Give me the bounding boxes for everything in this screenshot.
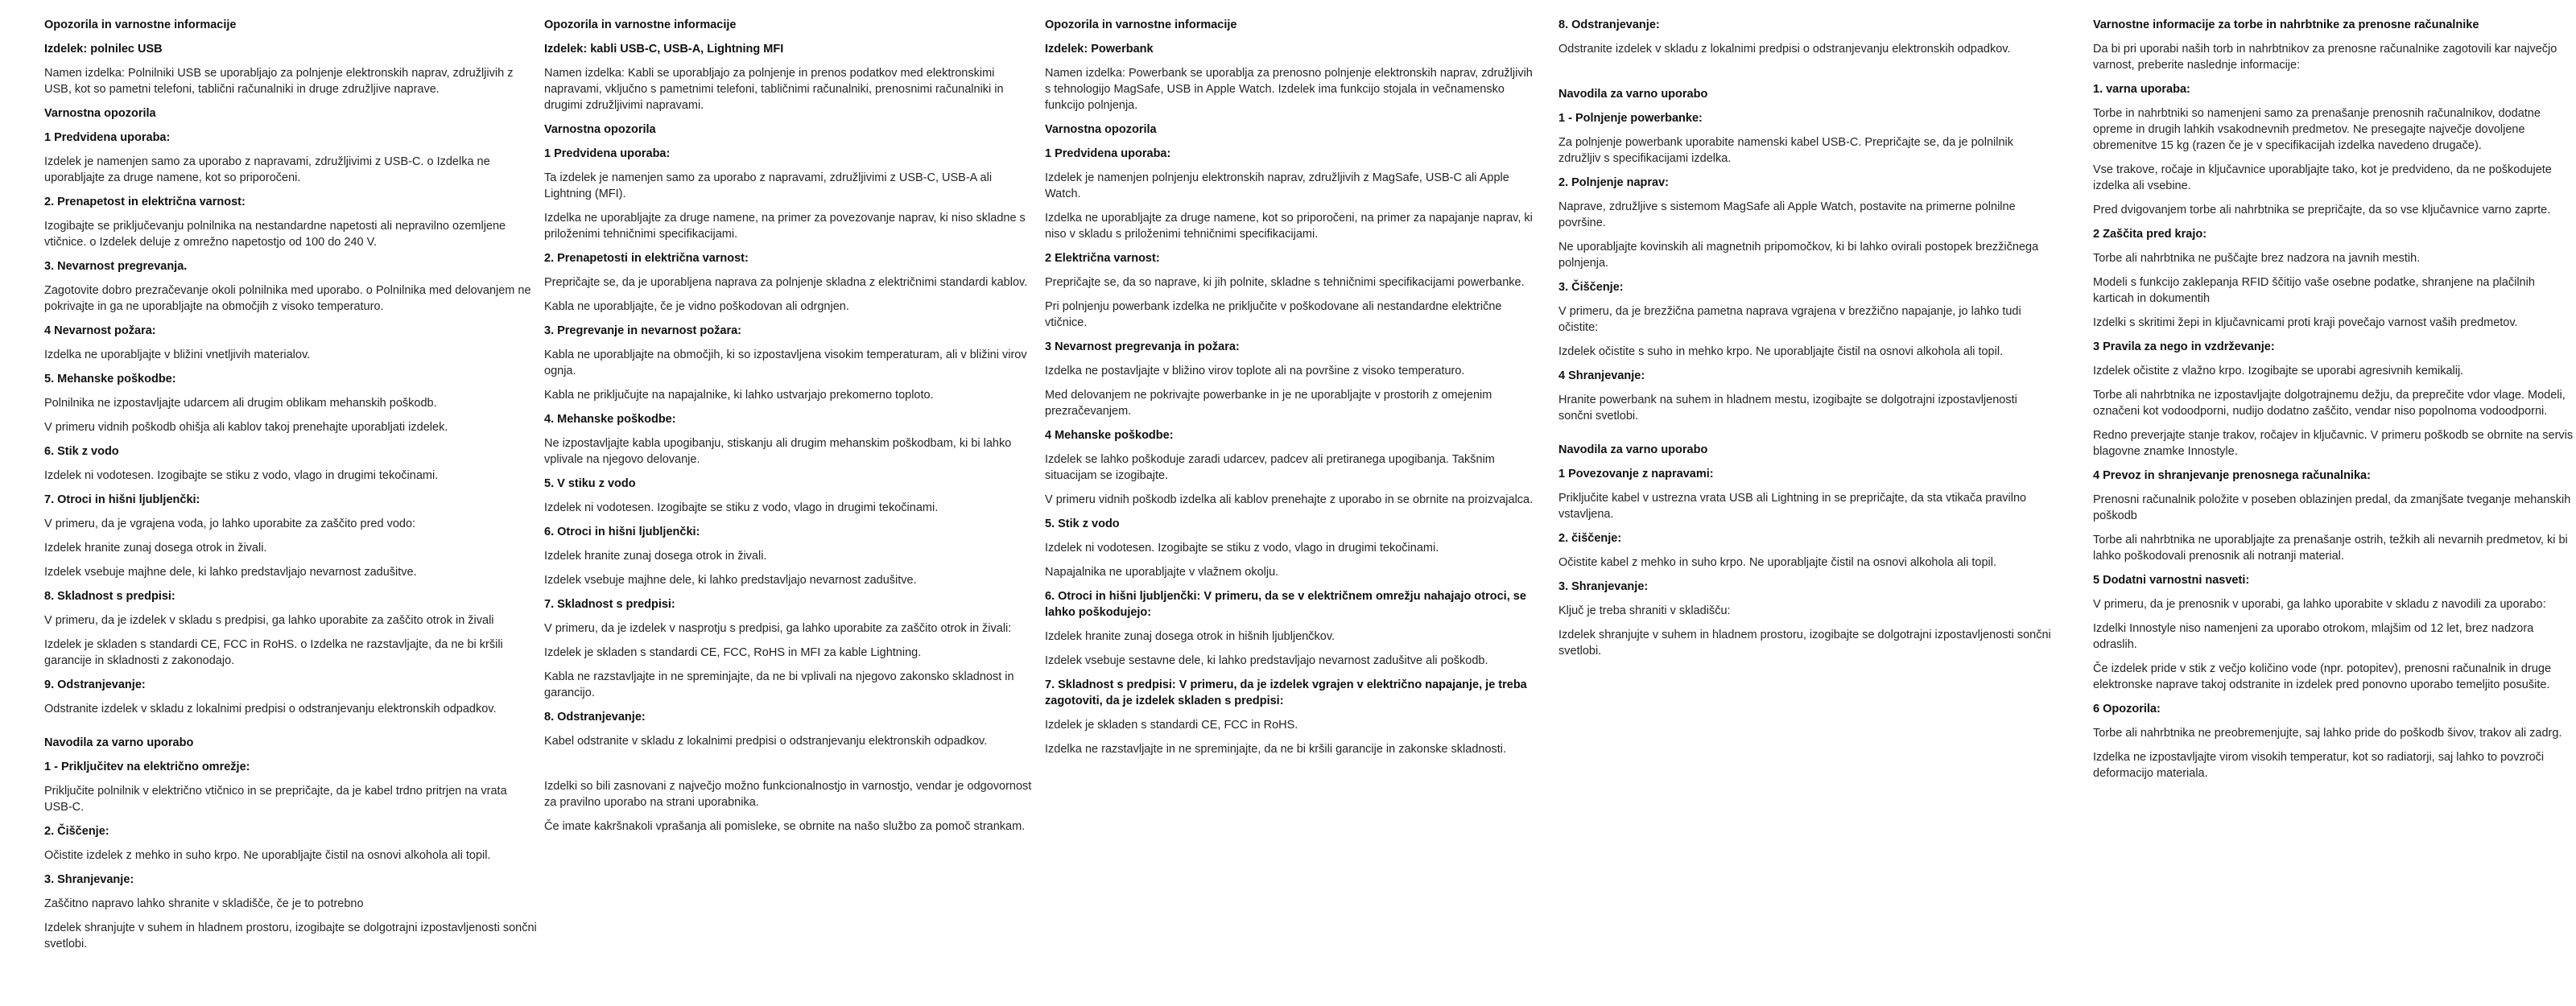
paragraph: Izdelka ne uporabljajte za druge namene, na primer za povezovanje naprav, ki niso skladne s priloženimi tehničnimi specifikacijami. [544, 212, 1026, 241]
section-heading: Opozorila in varnostne informacije [1045, 19, 1237, 31]
paragraph: Izdelek vsebuje sestavne dele, ki lahko predstavljajo nevarnost zadušitve ali poškodb. [1045, 654, 1488, 667]
paragraph: Izdelek je namenjen samo za uporabo z napravami, združljivimi z USB-C. o Izdelka ne uporabljajte za druge namene, kot so priporočeni. [44, 155, 490, 184]
paragraph: Izdelek očistite s suho in mehko krpo. Ne uporabljajte čistil na osnovi alkohola ali topil. [1558, 345, 2004, 358]
section-heading: 2 Zaščita pred krajo: [2093, 228, 2207, 241]
paragraph: Polnilnika ne izpostavljajte udarcem ali drugim oblikam mehanskih poškodb. [44, 397, 437, 410]
paragraph: Odstranite izdelek v skladu z lokalnimi predpisi o odstranjevanju elektronskih odpadkov. [1558, 43, 2011, 56]
section-heading: 8. Skladnost s predpisi: [44, 590, 175, 603]
paragraph: Kabla ne razstavljajte in ne spreminjajte, da ne bi vplivali na njegovo zakonsko skladnost in garancijo. [544, 670, 1014, 699]
paragraph: Redno preverjajte stanje trakov, ročajev in ključavnic. V primeru poškodb se obrnite na servis blagovne znamke Innostyle. [2093, 429, 2574, 458]
paragraph: Izdelek vsebuje majhne dele, ki lahko predstavljajo nevarnost zadušitve. [44, 566, 417, 579]
paragraph: Ne izpostavljajte kabla upogibanju, stiskanju ali drugim mehanskim poškodbam, ki bi lahko vplivale na njegovo delovanje. [544, 437, 1012, 466]
paragraph: V primeru, da je izdelek v nasprotju s predpisi, ga lahko uporabite za zaščito otrok in živali: [544, 622, 1012, 635]
paragraph: Med delovanjem ne pokrivajte powerbanke in je ne uporabljajte v prostorih z omejenim prezračevanjem. [1045, 389, 1492, 418]
paragraph: Zaščitno napravo lahko shranite v skladišče, če je to potrebno [44, 897, 364, 910]
section-heading: Navodila za varno uporabo [44, 736, 194, 749]
paragraph: Torbe ali nahrbtnika ne puščajte brez nadzora na javnih mestih. [2093, 252, 2421, 265]
section-heading: Izdelek: kabli USB-C, USB-A, Lightning MFI [544, 43, 784, 56]
paragraph: Modeli s funkcijo zaklepanja RFID ščitijo vaše osebne podatke, shranjene na plačilnih karticah in dokumentih [2093, 276, 2535, 305]
section-heading: 4 Nevarnost požara: [44, 324, 156, 337]
section-heading: 4 Prevoz in shranjevanje prenosnega računalnika: [2093, 469, 2371, 482]
text-column-5 [2093, 17, 2574, 790]
paragraph: V primeru, da je izdelek v skladu s predpisi, ga lahko uporabite za zaščito otrok in živali [44, 614, 494, 627]
text-column-4 [1558, 17, 2051, 667]
section-heading: 7. Skladnost s predpisi: V primeru, da je izdelek vgrajen v električno napajanje, je treba zagotoviti, da je izdelek skladen s predpisi: [1045, 678, 1527, 707]
text-column-1 [44, 17, 537, 960]
paragraph: Prenosni računalnik položite v poseben oblazinjen predal, da zmanjšate tveganje mehanskih poškodb [2093, 493, 2571, 522]
section-heading: 2. Čiščenje: [44, 825, 109, 838]
section-heading: 1. varna uporaba: [2093, 83, 2190, 96]
paragraph: Izdelki so bili zasnovani z največjo možno funkcionalnostjo in varnostjo, vendar je odgovornost za pravilno uporabo na strani uporabnika. [544, 780, 1032, 809]
spacer [44, 725, 537, 735]
paragraph: Hranite powerbank na suhem in hladnem mestu, izogibajte se dolgotrajni izpostavljenosti sončni svetlobi. [1558, 394, 2017, 423]
paragraph: Izdelek je namenjen polnjenju elektronskih naprav, združljivih z MagSafe, USB-C ali Apple Watch. [1045, 171, 1509, 200]
paragraph: Izdelek je skladen s standardi CE, FCC in RoHS. [1045, 719, 1298, 732]
section-heading: 3. Čiščenje: [1558, 281, 1624, 294]
paragraph: Izdelek je skladen s standardi CE, FCC, RoHS in MFI za kable Lightning. [544, 646, 922, 659]
section-heading: Varnostna opozorila [544, 123, 656, 136]
paragraph: Izdelek shranjujte v suhem in hladnem prostoru, izogibajte se dolgotrajni izpostavljenosti sončni svetlobi. [44, 921, 537, 950]
paragraph: Torbe ali nahrbtnika ne izpostavljajte dolgotrajnemu dežju, da preprečite vdor vlage. Modeli, označeni kot vodoodporni, nudijo dodatno zaščito, vendar niso popolnoma vodoodporni. [2093, 389, 2566, 418]
paragraph: Izdelek je skladen s standardi CE, FCC in RoHS. o Izdelka ne razstavljajte, da ne bi kršili garancije in skladnosti z zakonodajo. [44, 638, 503, 667]
paragraph: V primeru vidnih poškodb izdelka ali kablov prenehajte z uporabo in se obrnite na proizvajalca. [1045, 493, 1534, 506]
section-heading: 1 Predvidena uporaba: [44, 131, 171, 144]
paragraph: Izdelka ne uporabljajte za druge namene, kot so priporočeni, na primer za napajanje naprav, ki niso v skladu s priloženimi tehničnimi specifikacijami. [1045, 212, 1533, 241]
spacer [544, 757, 1040, 778]
section-heading: 3 Nevarnost pregrevanja in požara: [1045, 340, 1240, 353]
section-heading: 1 Povezovanje z napravami: [1558, 468, 1714, 480]
section-heading: 2. čiščenje: [1558, 532, 1622, 545]
paragraph: Izdelek hranite zunaj dosega otrok in živali. [544, 550, 767, 563]
section-heading: Opozorila in varnostne informacije [544, 19, 737, 31]
section-heading: 3. Shranjevanje: [44, 873, 134, 886]
section-heading: Navodila za varno uporabo [1558, 88, 1708, 101]
paragraph: Ne uporabljajte kovinskih ali magnetnih pripomočkov, ki bi lahko ovirali postopek brezžičnega polnjenja. [1558, 241, 2039, 270]
section-heading: Varnostne informacije za torbe in nahrbtnike za prenosne računalnike [2093, 19, 2479, 31]
spacer [1558, 432, 2051, 442]
paragraph: V primeru, da je brezžična pametna naprava vgrajena v brezžično napajanje, jo lahko tudi očistite: [1558, 305, 2021, 334]
spacer [1558, 65, 2051, 86]
section-heading: 3 Pravila za nego in vzdrževanje: [2093, 340, 2275, 353]
section-heading: 6. Otroci in hišni ljubljenčki: V primeru, da se v električnem omrežju nahajajo otroci, se lahko poškodujejo: [1045, 590, 1526, 619]
paragraph: Namen izdelka: Polnilniki USB se uporabljajo za polnjenje elektronskih naprav, združljivih z USB, kot so pametni telefoni, tablični računalniki in druge združljive naprave. [44, 67, 514, 96]
paragraph: Izdelek ni vodotesen. Izogibajte se stiku z vodo, vlago in drugimi tekočinami. [44, 469, 439, 482]
section-heading: 6. Stik z vodo [44, 445, 119, 458]
paragraph: Očistite kabel z mehko in suho krpo. Ne uporabljajte čistil na osnovi alkohola ali topil. [1558, 556, 1997, 569]
section-heading: 2. Prenapetost in električna varnost: [44, 196, 246, 208]
section-heading: 5. Mehanske poškodbe: [44, 373, 176, 385]
paragraph: Prepričajte se, da so naprave, ki jih polnite, skladne s tehničnimi specifikacijami powerbanke. [1045, 276, 1525, 289]
section-heading: 5. V stiku z vodo [544, 477, 636, 490]
paragraph: Izdelek se lahko poškoduje zaradi udarcev, padcev ali pretiranega upogibanja. Takšnim situacijam se izogibajte. [1045, 453, 1495, 482]
paragraph: Pri polnjenju powerbank izdelka ne priključite v poškodovane ali nestandardne električne vtičnice. [1045, 300, 1502, 329]
section-heading: 2. Prenapetosti in električna varnost: [544, 252, 749, 265]
paragraph: Priključite polnilnik v električno vtičnico in se prepričajte, da je kabel trdno pritrjen na vrata USB-C. [44, 785, 507, 814]
paragraph: Namen izdelka: Kabli se uporabljajo za polnjenje in prenos podatkov med elektronskimi napravami, vključno s pametnimi telefoni, tabličnimi računalniki, prenosnimi računalniki in drugimi združljivimi napravami. [544, 67, 1004, 112]
section-heading: 7. Skladnost s predpisi: [544, 598, 675, 611]
paragraph: Ta izdelek je namenjen samo za uporabo z napravami, združljivimi z USB-C, USB-A ali Lightning (MFI). [544, 171, 993, 200]
paragraph: Ključ je treba shraniti v skladišču: [1558, 604, 1731, 617]
paragraph: Napajalnika ne uporabljajte v vlažnem okolju. [1045, 566, 1279, 579]
paragraph: Izdelka ne izpostavljajte virom visokih temperatur, kot so radiatorji, saj lahko to povzroči deformacijo materiala. [2093, 751, 2545, 780]
paragraph: Izdelki s skritimi žepi in ključavnicami proti kraji povečajo varnost vaših predmetov. [2093, 316, 2518, 329]
paragraph: Če izdelek pride v stik z večjo količino vode (npr. potopitev), prenosni računalnik in druge elektronske naprave takoj odstranite in izdelek pred ponovno uporabo temeljito posušite. [2093, 662, 2552, 691]
paragraph: Izdelek očistite z vlažno krpo. Izogibajte se uporabi agresivnih kemikalij. [2093, 365, 2464, 377]
paragraph: V primeru, da je prenosnik v uporabi, ga lahko uporabite v skladu z navodili za uporabo: [2093, 598, 2546, 611]
section-heading: Izdelek: polnilec USB [44, 43, 163, 56]
paragraph: Kabel odstranite v skladu z lokalnimi predpisi o odstranjevanju elektronskih odpadkov. [544, 735, 988, 748]
section-heading: Izdelek: Powerbank [1045, 43, 1154, 56]
section-heading: Varnostna opozorila [1045, 123, 1157, 136]
section-heading: 5. Stik z vodo [1045, 517, 1120, 530]
section-heading: 4. Mehanske poškodbe: [544, 413, 676, 426]
section-heading: 1 Predvidena uporaba: [1045, 147, 1171, 160]
paragraph: Izdelek ni vodotesen. Izogibajte se stiku z vodo, vlago in drugimi tekočinami. [544, 501, 939, 514]
paragraph: Za polnjenje powerbank uporabite namenski kabel USB-C. Prepričajte se, da je polnilnik združljiv s specifikacijami izdelka. [1558, 136, 2014, 165]
section-heading: 3. Shranjevanje: [1558, 580, 1649, 593]
section-heading: 4 Shranjevanje: [1558, 369, 1645, 382]
paragraph: Izdelka ne razstavljajte in ne spreminjajte, da ne bi kršili garancije in zakonske skladnosti. [1045, 743, 1507, 756]
paragraph: Da bi pri uporabi naših torb in nahrbtnikov za prenosne računalnike zagotovili kar največjo varnost, preberite naslednje informacije: [2093, 43, 2557, 72]
section-heading: Navodila za varno uporabo [1558, 443, 1708, 456]
paragraph: Kabla ne uporabljajte na območjih, ki so izpostavljena visokim temperaturam, ali v bližini virov ognja. [544, 348, 1027, 377]
paragraph: Naprave, združljive s sistemom MagSafe ali Apple Watch, postavite na primerne polnilne površine. [1558, 200, 2016, 229]
paragraph: Torbe ali nahrbtnika ne uporabljajte za prenašanje ostrih, težkih ali nevarnih predmetov, ki bi lahko poškodovali prenosnik ali notranji material. [2093, 534, 2568, 563]
section-heading: 6. Otroci in hišni ljubljenčki: [544, 526, 700, 538]
paragraph: Izdelek ni vodotesen. Izogibajte se stiku z vodo, vlago in drugimi tekočinami. [1045, 542, 1439, 555]
section-heading: 2 Električna varnost: [1045, 252, 1160, 265]
paragraph: Izdelek hranite zunaj dosega otrok in živali. [44, 542, 267, 555]
section-heading: Opozorila in varnostne informacije [44, 19, 237, 31]
paragraph: Če imate kakršnakoli vprašanja ali pomisleke, se obrnite na našo službo za pomoč strankam. [544, 820, 1026, 833]
section-heading: 1 - Priključitev na električno omrežje: [44, 761, 250, 773]
section-heading: 8. Odstranjevanje: [544, 711, 646, 724]
section-heading: 3. Nevarnost pregrevanja. [44, 260, 188, 273]
paragraph: Priključite kabel v ustrezna vrata USB ali Lightning in se prepričajte, da sta vtikača pravilno vstavljena. [1558, 492, 2027, 521]
paragraph: Izdelek hranite zunaj dosega otrok in hišnih ljubljenčkov. [1045, 630, 1335, 643]
paragraph: Torbe in nahrbtniki so namenjeni samo za prenašanje prenosnih računalnikov, dodatne opreme in drugih lahkih vsakodnevnih predmetov. Ne presegajte največje dovoljene obremenitve 15 kg (razen če je v specifikacijah izdelka navedeno drugače). [2093, 107, 2541, 152]
paragraph: Izdelek vsebuje majhne dele, ki lahko predstavljajo nevarnost zadušitve. [544, 574, 917, 587]
paragraph: Kabla ne priključujte na napajalnike, ki lahko ustvarjajo prekomerno toploto. [544, 389, 934, 402]
section-heading: 8. Odstranjevanje: [1558, 19, 1660, 31]
paragraph: Vse trakove, ročaje in ključavnice uporabljajte tako, kot je predvideno, da ne poškodujete izdelka ali vsebine. [2093, 163, 2552, 192]
section-heading: 5 Dodatni varnostni nasveti: [2093, 574, 2250, 587]
paragraph: Izdelek shranjujte v suhem in hladnem prostoru, izogibajte se dolgotrajni izpostavljenosti sončni svetlobi. [1558, 629, 2051, 658]
paragraph: Očistite izdelek z mehko in suho krpo. Ne uporabljajte čistil na osnovi alkohola ali topil. [44, 849, 491, 862]
paragraph: Prepričajte se, da je uporabljena naprava za polnjenje skladna z električnimi standardi kablov. [544, 276, 1028, 289]
section-heading: 9. Odstranjevanje: [44, 678, 146, 691]
section-heading: 1 - Polnjenje powerbanke: [1558, 112, 1703, 125]
section-heading: 6 Opozorila: [2093, 703, 2161, 715]
section-heading: 1 Predvidena uporaba: [544, 147, 671, 160]
paragraph: Pred dvigovanjem torbe ali nahrbtnika se prepričajte, da so vse ključavnice varno zaprte. [2093, 204, 2551, 216]
section-heading: 4 Mehanske poškodbe: [1045, 429, 1174, 442]
section-heading: Varnostna opozorila [44, 107, 156, 120]
paragraph: V primeru, da je vgrajena voda, jo lahko uporabite za zaščito pred vodo: [44, 517, 416, 530]
section-heading: 3. Pregrevanje in nevarnost požara: [544, 324, 741, 337]
paragraph: Izogibajte se priključevanju polnilnika na nestandardne napetosti ali nepravilno ozemljene vtičnice. o Izdelek deluje z omrežno napetostjo od 100 do 240 V. [44, 220, 506, 249]
text-column-2 [544, 17, 1040, 843]
paragraph: Torbe ali nahrbtnika ne preobremenjujte, saj lahko pride do poškodb šivov, trakov ali zadrg. [2093, 727, 2562, 740]
paragraph: Izdelka ne uporabljajte v bližini vnetljivih materialov. [44, 348, 311, 361]
paragraph: Odstranite izdelek v skladu z lokalnimi predpisi o odstranjevanju elektronskih odpadkov. [44, 703, 497, 715]
paragraph: Izdelka ne postavljajte v bližino virov toplote ali na površine z visoko temperaturo. [1045, 365, 1465, 377]
paragraph: Izdelki Innostyle niso namenjeni za uporabo otrokom, mlajšim od 12 let, brez nadzora odraslih. [2093, 622, 2534, 651]
paragraph: Namen izdelka: Powerbank se uporablja za prenosno polnjenje elektronskih naprav, združljivih s tehnologijo MagSafe, USB in Apple Watch. Izdelek ima funkcijo stojala in večnamensko funkcijo polnjenja. [1045, 67, 1533, 112]
text-column-3 [1045, 17, 1538, 765]
section-heading: 7. Otroci in hišni ljubljenčki: [44, 493, 200, 506]
paragraph: Zagotovite dobro prezračevanje okoli polnilnika med uporabo. o Polnilnika med delovanjem ne pokrivajte in ga ne uporabljajte na območjih z visoko temperaturo. [44, 284, 531, 313]
paragraph: V primeru vidnih poškodb ohišja ali kablov takoj prenehajte uporabljati izdelek. [44, 421, 448, 434]
section-heading: 2. Polnjenje naprav: [1558, 176, 1669, 189]
paragraph: Kabla ne uporabljajte, če je vidno poškodovan ali odrgnjen. [544, 300, 849, 313]
